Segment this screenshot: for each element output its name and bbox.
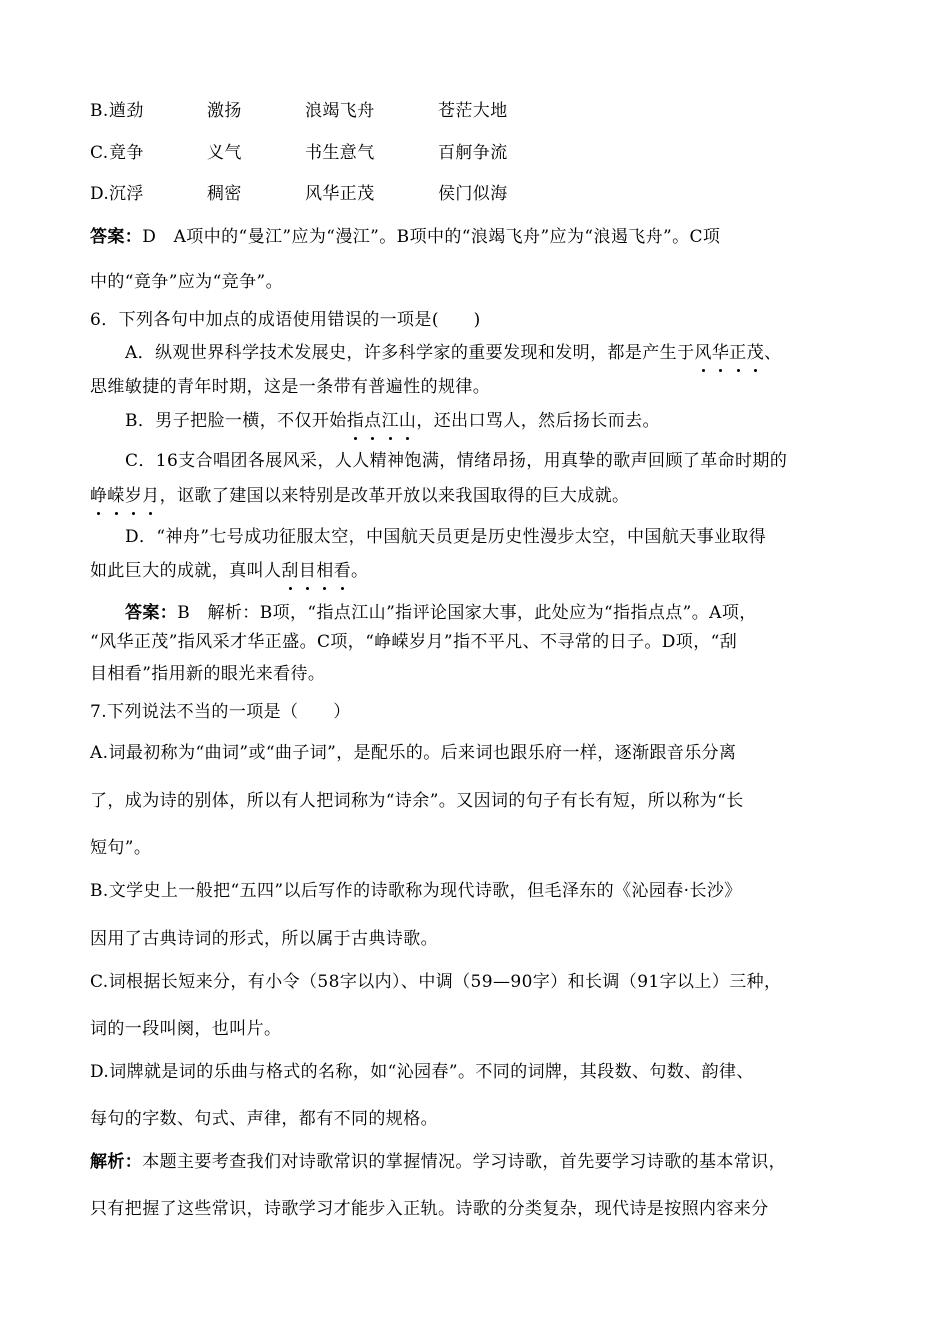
q7-analysis-line-1: 解析：本题主要考查我们对诗歌常识的掌握情况。学习诗歌，首先要学习诗歌的基本常识， [90, 1152, 787, 1172]
option-word: 义气 [207, 143, 242, 163]
q6-option-c-line-2: 峥嵘岁月，讴歌了建国以来特别是改革开放以来我国取得的巨大成就。 [90, 486, 630, 506]
q7-stem: 7.下列说法不当的一项是（ ） [90, 702, 351, 722]
q7-option-b-line-1: B.文学史上一般把“五四”以后写作的诗歌称为现代诗歌，但毛泽东的《沁园春·长沙》 [90, 881, 742, 901]
option-word: 激扬 [207, 101, 242, 121]
option-word: 稠密 [207, 184, 242, 204]
q6-option-d-line-2: 如此巨大的成就，真叫人刮目相看。 [90, 561, 369, 581]
option-word: 侯门似海 [438, 184, 508, 204]
q6-stem: 6．下列各句中加点的成语使用错误的一项是( ) [90, 310, 481, 330]
option-word: 百舸争流 [438, 143, 508, 163]
answer-label: 答案： [125, 603, 178, 623]
q7-option-a-line-1: A.词最初称为“曲词”或“曲子词”，是配乐的。后来词也跟乐府一样，逐渐跟音乐分离 [90, 743, 737, 763]
q7-option-d-line-2: 每句的字数、句式、声律，都有不同的规格。 [90, 1109, 438, 1129]
q7-option-c-line-2: 词的一段叫阕，也叫片。 [90, 1019, 282, 1039]
option-letter: B. [90, 101, 109, 121]
q6-option-a-line-2: 思维敏捷的青年时期，这是一条带有普遍性的规律。 [90, 377, 491, 397]
q6-answer-line-1: 答案：B 解析：B项，“指点江山”指评论国家大事，此处应为“指指点点”。A项， [125, 603, 757, 623]
option-word: 遒劲 [109, 101, 144, 121]
option-word: 浪竭飞舟 [305, 101, 375, 121]
option-word: 苍茫大地 [438, 101, 508, 121]
option-letter: C. [90, 143, 109, 163]
q7-option-a-line-3: 短句”。 [90, 838, 152, 858]
answer-label: 答案： [90, 227, 143, 247]
q7-option-b-line-2: 因用了古典诗词的形式，所以属于古典诗歌。 [90, 929, 438, 949]
option-word: 竟争 [109, 143, 144, 163]
q7-option-d-line-1: D.词牌就是词的乐曲与格式的名称，如“沁园春”。不同的词牌，其段数、句数、韵律、 [90, 1062, 754, 1082]
q6-answer-line-3: 目相看”指用新的眼光来看待。 [90, 664, 326, 684]
option-word: 沉浮 [109, 184, 144, 204]
q7-option-a-line-2: 了，成为诗的别体，所以有人把词称为“诗余”。又因词的句子有长有短，所以称为“长 [90, 791, 744, 811]
q7-analysis-line-2: 只有把握了这些常识，诗歌学习才能步入正轨。诗歌的分类复杂，现代诗是按照内容来分 [90, 1199, 769, 1219]
q6-answer-line-2: “风华正茂”指风采才华正盛。C项，“峥嵘岁月”指不平凡、不寻常的日子。D项，“刮 [90, 632, 738, 652]
q6-option-d-line-1: D．“神舟”七号成功征服太空，中国航天员更是历史性漫步太空，中国航天事业取得 [125, 527, 767, 547]
option-word: 风华正茂 [305, 184, 375, 204]
q7-option-c-line-1: C.词根据长短来分，有小令（58字以内）、中调（59—90字）和长调（91字以上）三种， [90, 972, 782, 992]
q5-answer-line-1: 答案：D A项中的“曼江”应为“漫江”。B项中的“浪竭飞舟”应为“浪遏飞舟”。C项 [90, 227, 721, 247]
q6-option-c-line-1: C．16支合唱团各展风采，人人精神饱满，情绪昂扬，用真挚的歌声回顾了革命时期的 [125, 451, 788, 471]
option-letter: D. [90, 184, 110, 204]
analysis-label: 解析： [90, 1152, 143, 1172]
q6-option-b: B．男子把脸一横，不仅开始指点江山，还出口骂人，然后扬长而去。 [125, 411, 660, 431]
q6-option-a-line-1: A．纵观世界科学技术发展史，许多科学家的重要发现和发明，都是产生于风华正茂、 [125, 343, 782, 363]
option-word: 书生意气 [305, 143, 375, 163]
q5-answer-line-2: 中的“竟争”应为“竞争”。 [90, 272, 283, 292]
